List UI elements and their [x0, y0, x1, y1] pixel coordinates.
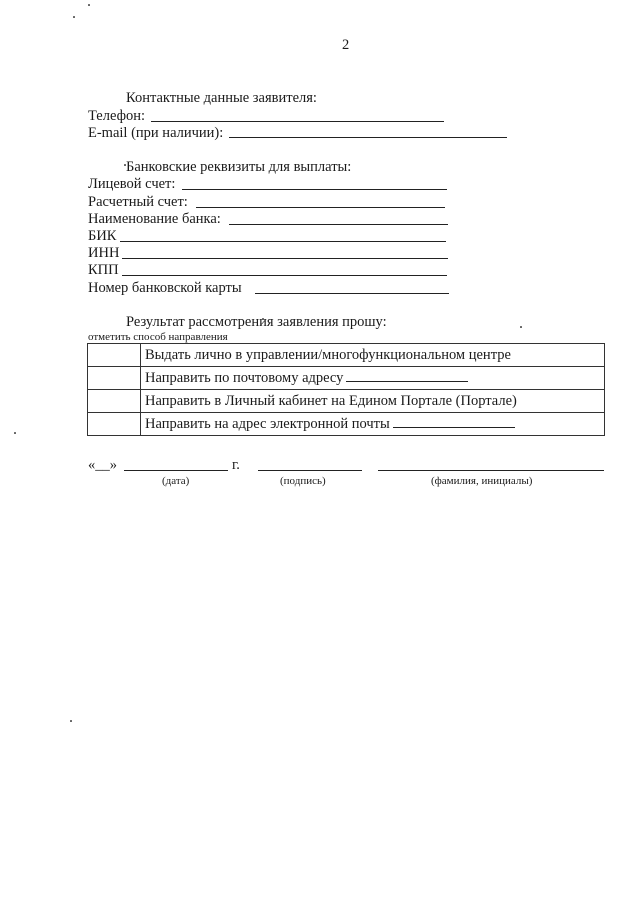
- year-suffix: г.: [232, 457, 240, 473]
- option-label: [141, 390, 605, 413]
- scan-speck: [70, 720, 72, 722]
- postal-address-field[interactable]: [346, 369, 468, 382]
- option-row: [88, 413, 605, 436]
- option-checkbox[interactable]: [88, 367, 141, 390]
- date-caption: (дата): [162, 475, 190, 487]
- card-number-label: Номер банковской карты: [88, 280, 242, 296]
- scan-speck: [73, 16, 75, 18]
- option-row: [88, 344, 605, 367]
- scan-speck: [14, 432, 16, 434]
- settlement-account-label: Расчетный счет:: [88, 194, 188, 210]
- email-address-field[interactable]: [393, 415, 515, 428]
- bik-label: БИК: [88, 228, 117, 244]
- result-heading: Результат рассмотрения заявления прошу:: [126, 314, 387, 330]
- bank-name-label: Наименование банка:: [88, 211, 221, 227]
- bank-name-field[interactable]: [229, 224, 448, 225]
- scan-speck: [88, 4, 90, 6]
- kpp-field[interactable]: [122, 275, 447, 276]
- signature-caption: (подпись): [280, 475, 326, 487]
- result-subheading: отметить способ направления: [88, 331, 228, 343]
- signature-field[interactable]: [258, 470, 362, 471]
- phone-field[interactable]: [151, 121, 444, 122]
- option-label-text: Направить по почтовому адресу: [145, 370, 344, 386]
- settlement-account-field[interactable]: [196, 207, 445, 208]
- date-field[interactable]: [124, 470, 228, 471]
- option-label-text: Направить в Личный кабинет на Едином Портале (Портале): [145, 392, 517, 409]
- kpp-label: КПП: [88, 262, 119, 278]
- bik-field[interactable]: [120, 241, 446, 242]
- account-field[interactable]: [182, 189, 447, 190]
- date-prefix: «__»: [88, 457, 117, 473]
- full-name-caption: (фамилия, инициалы): [431, 475, 533, 487]
- inn-field[interactable]: [122, 258, 448, 259]
- option-row: [88, 367, 605, 390]
- account-label: Лицевой счет:: [88, 176, 176, 192]
- bank-heading: Банковские реквизиты для выплаты:: [126, 159, 352, 175]
- option-checkbox[interactable]: [88, 344, 141, 367]
- phone-label: Телефон:: [88, 108, 146, 124]
- option-checkbox[interactable]: [88, 390, 141, 413]
- option-row: [88, 390, 605, 413]
- delivery-options-table: [87, 343, 605, 436]
- option-label: [141, 413, 605, 436]
- inn-label: ИНН: [88, 245, 120, 261]
- scan-speck: [520, 326, 522, 328]
- option-checkbox[interactable]: [88, 413, 141, 436]
- email-label: E-mail (при наличии):: [88, 125, 224, 141]
- full-name-field[interactable]: [378, 470, 604, 471]
- option-label: [141, 367, 605, 390]
- contact-heading: Контактные данные заявителя:: [126, 90, 317, 106]
- option-label: [141, 344, 605, 367]
- option-label-text: Направить на адрес электронной почты: [145, 416, 390, 432]
- option-label-text: Выдать лично в управлении/многофункциональном центре: [145, 346, 511, 363]
- page-number: 2: [342, 37, 350, 53]
- card-number-field[interactable]: [255, 293, 449, 294]
- email-field[interactable]: [229, 137, 507, 138]
